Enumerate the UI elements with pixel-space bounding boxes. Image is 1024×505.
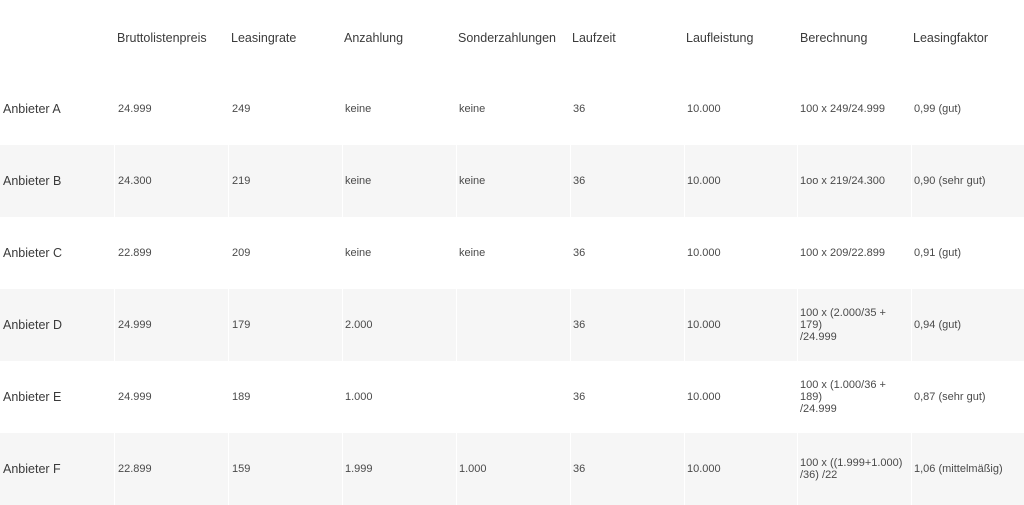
table-row bbox=[0, 289, 1024, 361]
cell-anbieter: Anbieter B bbox=[3, 174, 62, 188]
cell-anbieter: Anbieter D bbox=[3, 318, 63, 332]
table-row bbox=[0, 433, 1024, 505]
cell-laufzeit: 36 bbox=[570, 361, 684, 433]
cell-laufleistung: 10.000 bbox=[684, 289, 798, 361]
cell-sonderzahlung bbox=[456, 361, 570, 433]
header-laufzeit: Laufzeit bbox=[572, 31, 616, 45]
header-leasingfaktor: Leasingfaktor bbox=[913, 31, 989, 45]
table-row bbox=[0, 361, 1024, 433]
cell-laufleistung: 10.000 bbox=[684, 361, 798, 433]
cell-laufzeit: 36 bbox=[570, 217, 684, 289]
header-sonderzahlungen: Sonderzahlungen bbox=[458, 31, 556, 45]
cell-rate: 179 bbox=[228, 289, 342, 361]
cell-leasingfaktor: 0,99 (gut) bbox=[911, 73, 1024, 145]
cell-laufzeit: 36 bbox=[570, 289, 684, 361]
cell-sonderzahlung: keine bbox=[456, 73, 570, 145]
cell-laufleistung: 10.000 bbox=[684, 145, 798, 217]
cell-sonderzahlung: keine bbox=[456, 217, 570, 289]
cell-leasingfaktor: 0,90 (sehr gut) bbox=[911, 145, 1024, 217]
header-leasingrate: Leasingrate bbox=[231, 31, 297, 45]
header-bruttolistenpreis: Bruttolistenpreis bbox=[117, 31, 207, 45]
cell-berechnung: 100 x (2.000/35 + 179) /24.999 bbox=[797, 289, 911, 361]
cell-berechnung: 100 x (1.000/36 + 189) /24.999 bbox=[797, 361, 911, 433]
cell-brutto: 22.899 bbox=[114, 217, 228, 289]
cell-brutto: 24.999 bbox=[114, 73, 228, 145]
header-berechnung: Berechnung bbox=[800, 31, 868, 45]
cell-brutto: 22.899 bbox=[114, 433, 228, 505]
cell-rate: 219 bbox=[228, 145, 342, 217]
cell-leasingfaktor: 1,06 (mittelmäßig) bbox=[911, 433, 1024, 505]
cell-rate: 159 bbox=[228, 433, 342, 505]
cell-rate: 249 bbox=[228, 73, 342, 145]
cell-berechnung: 100 x 209/22.899 bbox=[797, 217, 911, 289]
cell-laufzeit: 36 bbox=[570, 433, 684, 505]
cell-sonderzahlung: 1.000 bbox=[456, 433, 570, 505]
cell-anbieter: Anbieter A bbox=[3, 102, 61, 116]
table-row bbox=[0, 73, 1024, 145]
cell-leasingfaktor: 0,91 (gut) bbox=[911, 217, 1024, 289]
cell-laufzeit: 36 bbox=[570, 73, 684, 145]
cell-anzahlung: 1.999 bbox=[342, 433, 456, 505]
cell-anbieter: Anbieter F bbox=[3, 462, 61, 476]
table-row bbox=[0, 217, 1024, 289]
cell-rate: 209 bbox=[228, 217, 342, 289]
cell-leasingfaktor: 0,94 (gut) bbox=[911, 289, 1024, 361]
table-header-row bbox=[0, 0, 1024, 72]
cell-brutto: 24.999 bbox=[114, 361, 228, 433]
cell-anzahlung: keine bbox=[342, 145, 456, 217]
cell-laufleistung: 10.000 bbox=[684, 73, 798, 145]
cell-laufleistung: 10.000 bbox=[684, 217, 798, 289]
cell-brutto: 24.300 bbox=[114, 145, 228, 217]
table-row bbox=[0, 145, 1024, 217]
cell-berechnung: 1oo x 219/24.300 bbox=[797, 145, 911, 217]
cell-laufzeit: 36 bbox=[570, 145, 684, 217]
cell-anzahlung: keine bbox=[342, 73, 456, 145]
cell-sonderzahlung: keine bbox=[456, 145, 570, 217]
cell-berechnung: 100 x 249/24.999 bbox=[797, 73, 911, 145]
cell-anzahlung: 2.000 bbox=[342, 289, 456, 361]
cell-sonderzahlung bbox=[456, 289, 570, 361]
header-laufleistung: Laufleistung bbox=[686, 31, 754, 45]
cell-brutto: 24.999 bbox=[114, 289, 228, 361]
cell-anzahlung: 1.000 bbox=[342, 361, 456, 433]
cell-laufleistung: 10.000 bbox=[684, 433, 798, 505]
header-anzahlung: Anzahlung bbox=[344, 31, 404, 45]
cell-anbieter: Anbieter E bbox=[3, 390, 62, 404]
cell-anbieter: Anbieter C bbox=[3, 246, 63, 260]
cell-berechnung: 100 x ((1.999+1.000) /36) /22 bbox=[797, 433, 911, 505]
cell-anzahlung: keine bbox=[342, 217, 456, 289]
cell-rate: 189 bbox=[228, 361, 342, 433]
cell-leasingfaktor: 0,87 (sehr gut) bbox=[911, 361, 1024, 433]
